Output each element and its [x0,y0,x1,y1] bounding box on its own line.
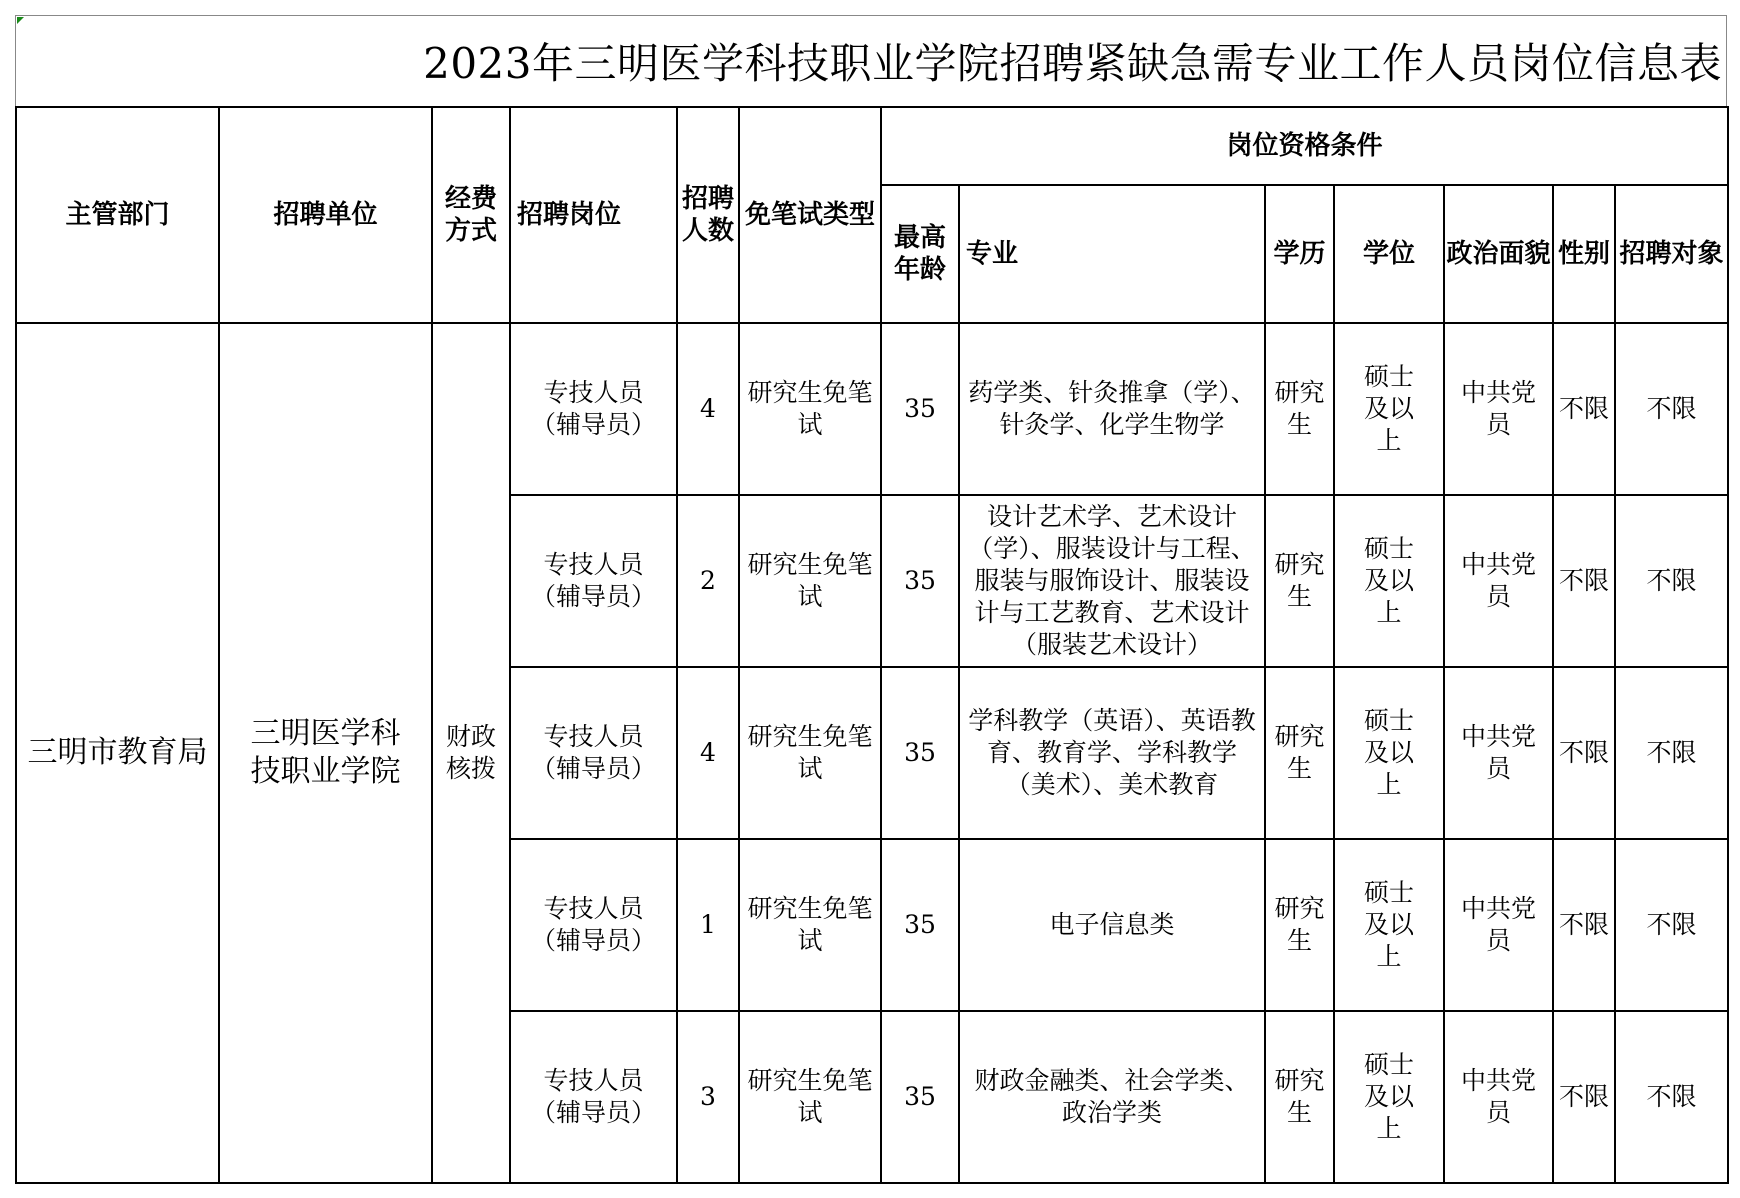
education-cell: 研究生 [1265,1011,1334,1183]
degree-cell: 硕士及以上 [1334,1011,1444,1183]
post-cell: 专技人员（辅导员） [510,323,677,495]
major-cell: 设计艺术学、艺术设计（学）、服装设计与工程、服装与服饰设计、服装设计与工艺教育、艺术设计（服装艺术设计） [959,495,1265,667]
header-degree: 学位 [1334,185,1444,323]
header-age: 最高年龄 [881,185,959,323]
title-row [15,15,1727,106]
dept-cell: 三明市教育局 [16,323,219,1183]
positions-table [15,106,1729,1184]
education-cell: 研究生 [1265,323,1334,495]
table-row [16,323,1728,495]
exam-cell: 研究生免笔试 [739,667,881,839]
header-education: 学历 [1265,185,1334,323]
count-cell: 3 [677,1011,739,1183]
major-cell: 电子信息类 [959,839,1265,1011]
gender-cell: 不限 [1553,839,1615,1011]
unit-cell: 三明医学科技职业学院 [219,323,432,1183]
header-major: 专业 [959,185,1265,323]
politics-cell: 中共党员 [1444,323,1553,495]
politics-cell: 中共党员 [1444,667,1553,839]
age-cell: 35 [881,839,959,1011]
header-exam: 免笔试类型 [739,107,881,323]
header-unit: 招聘单位 [219,107,432,323]
header-gender: 性别 [1553,185,1615,323]
post-cell: 专技人员（辅导员） [510,495,677,667]
gender-cell: 不限 [1553,495,1615,667]
education-cell: 研究生 [1265,495,1334,667]
target-cell: 不限 [1615,495,1728,667]
exam-cell: 研究生免笔试 [739,1011,881,1183]
exam-cell: 研究生免笔试 [739,839,881,1011]
header-target: 招聘对象 [1615,185,1728,323]
degree-cell: 硕士及以上 [1334,667,1444,839]
degree-cell: 硕士及以上 [1334,495,1444,667]
gender-cell: 不限 [1553,1011,1615,1183]
header-funding: 经费方式 [432,107,510,323]
header-qualifications: 岗位资格条件 [881,107,1728,185]
post-cell: 专技人员（辅导员） [510,1011,677,1183]
major-cell: 学科教学（英语）、英语教育、教育学、学科教学（美术）、美术教育 [959,667,1265,839]
politics-cell: 中共党员 [1444,839,1553,1011]
page-title: 2023年三明医学科技职业学院招聘紧缺急需专业工作人员岗位信息表 [423,39,1722,88]
target-cell: 不限 [1615,839,1728,1011]
education-cell: 研究生 [1265,667,1334,839]
age-cell: 35 [881,495,959,667]
count-cell: 4 [677,667,739,839]
target-cell: 不限 [1615,1011,1728,1183]
exam-cell: 研究生免笔试 [739,323,881,495]
target-cell: 不限 [1615,667,1728,839]
age-cell: 35 [881,1011,959,1183]
degree-cell: 硕士及以上 [1334,323,1444,495]
post-cell: 专技人员（辅导员） [510,839,677,1011]
header-dept: 主管部门 [16,107,219,323]
count-cell: 1 [677,839,739,1011]
politics-cell: 中共党员 [1444,495,1553,667]
gender-cell: 不限 [1553,323,1615,495]
major-cell: 药学类、针灸推拿（学）、针灸学、化学生物学 [959,323,1265,495]
spreadsheet [15,15,1727,1184]
age-cell: 35 [881,667,959,839]
age-cell: 35 [881,323,959,495]
politics-cell: 中共党员 [1444,1011,1553,1183]
education-cell: 研究生 [1265,839,1334,1011]
header-politics: 政治面貌 [1444,185,1553,323]
count-cell: 2 [677,495,739,667]
exam-cell: 研究生免笔试 [739,495,881,667]
gender-cell: 不限 [1553,667,1615,839]
header-post: 招聘岗位 [510,107,677,323]
funding-cell: 财政核拨 [432,323,510,1183]
post-cell: 专技人员（辅导员） [510,667,677,839]
degree-cell: 硕士及以上 [1334,839,1444,1011]
major-cell: 财政金融类、社会学类、政治学类 [959,1011,1265,1183]
header-row [16,107,1728,185]
header-count: 招聘人数 [677,107,739,323]
count-cell: 4 [677,323,739,495]
target-cell: 不限 [1615,323,1728,495]
